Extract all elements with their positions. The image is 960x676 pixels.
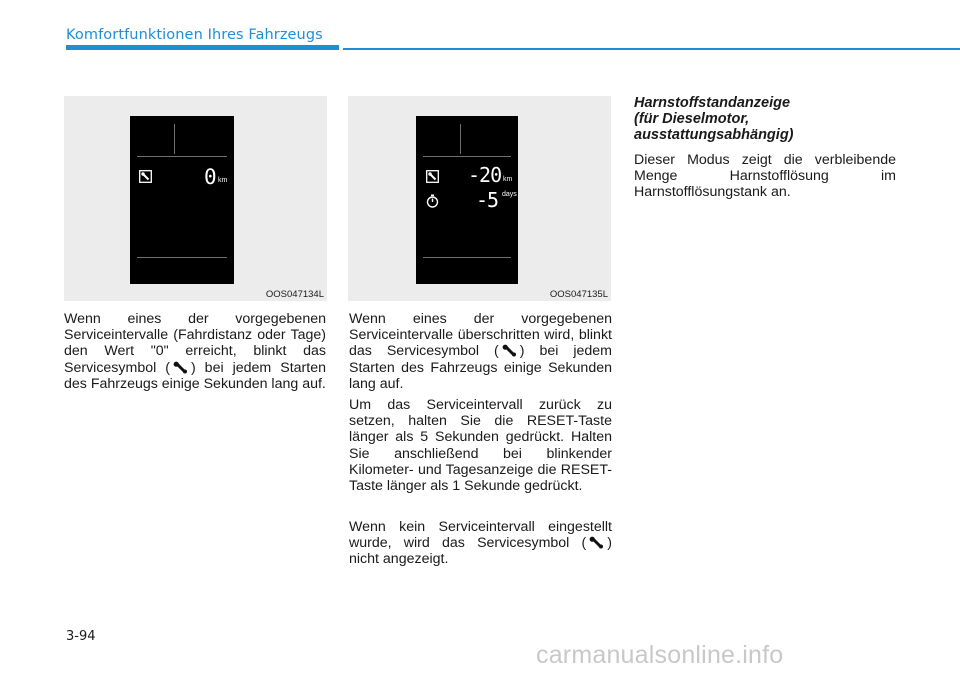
timer-icon	[426, 194, 439, 208]
paragraph: Um das Serviceintervall zurück zu setzen, halten Sie die RESET-Taste länger als 5 Sekunden gedrückt. Halten Sie anschließend bei blinkender Kilometer- und Tagesanzeige die RESET-Taste länger als 1 Sekunde gedrückt.	[349, 397, 612, 495]
header-accent-bar	[66, 45, 339, 50]
readout-days-value: -5	[476, 188, 499, 212]
page-number: 3-94	[66, 629, 96, 644]
display-divider	[423, 156, 511, 157]
paragraph: Dieser Modus zeigt die verbleibende Menge Harnstofflösung im Harnstofflösungstank an.	[634, 152, 896, 201]
cluster-display	[130, 116, 234, 284]
figure-service-zero	[64, 96, 327, 301]
wrench-service-icon	[139, 170, 152, 183]
figure-code: OOS047135L	[549, 289, 608, 300]
section-title	[634, 95, 896, 143]
readout-days-unit: days	[502, 191, 517, 198]
section-title-line: ausstattungsabhängig)	[634, 127, 794, 143]
readout-value: 0	[204, 165, 217, 189]
wrench-icon	[173, 361, 188, 374]
figure-code: OOS047134L	[265, 289, 324, 300]
display-divider	[423, 257, 511, 258]
paragraph-text: ) bei jedem Starten des Fahrzeugs einige Sekunden lang auf.	[64, 359, 326, 392]
display-divider	[460, 124, 461, 154]
display-divider	[174, 124, 175, 154]
display-divider	[137, 257, 227, 258]
paragraph-text: Wenn eines der vorgegebenen Serviceintervalle (Fahrdistanz oder Tage) den Wert "0" erreicht, blinkt das Servicesymbol (	[64, 311, 326, 376]
paragraph-text: Wenn kein Serviceintervall eingestellt wurde, wird das Servicesymbol (	[349, 519, 612, 552]
cluster-display	[416, 116, 518, 284]
paragraph-text: ) nicht angezeigt.	[349, 535, 612, 568]
wrench-icon	[502, 344, 517, 357]
paragraph	[64, 311, 326, 392]
paragraph	[349, 519, 612, 568]
readout-unit: km	[218, 177, 228, 184]
section-header-title: Komfortfunktionen Ihres Fahrzeugs	[66, 27, 323, 43]
watermark: carmanualsonline.info	[536, 641, 784, 669]
wrench-icon	[589, 536, 604, 549]
figure-service-overdue	[348, 96, 611, 301]
paragraph-text: Wenn eines der vorgegebenen Serviceintervalle überschritten wird, blinkt das Servicesymbol (	[349, 311, 612, 360]
header-rule	[343, 48, 960, 50]
readout-km-unit: km	[503, 176, 513, 183]
paragraph-text: ) bei jedem Starten des Fahrzeugs einige Sekunden lang auf.	[349, 343, 613, 392]
wrench-service-icon	[426, 170, 439, 183]
section-title-line: Harnstoffstandanzeige	[634, 95, 791, 111]
display-divider	[137, 156, 227, 157]
paragraph	[349, 311, 612, 392]
section-title-line: (für Dieselmotor,	[634, 111, 750, 127]
readout-km-value: -20	[468, 163, 502, 187]
